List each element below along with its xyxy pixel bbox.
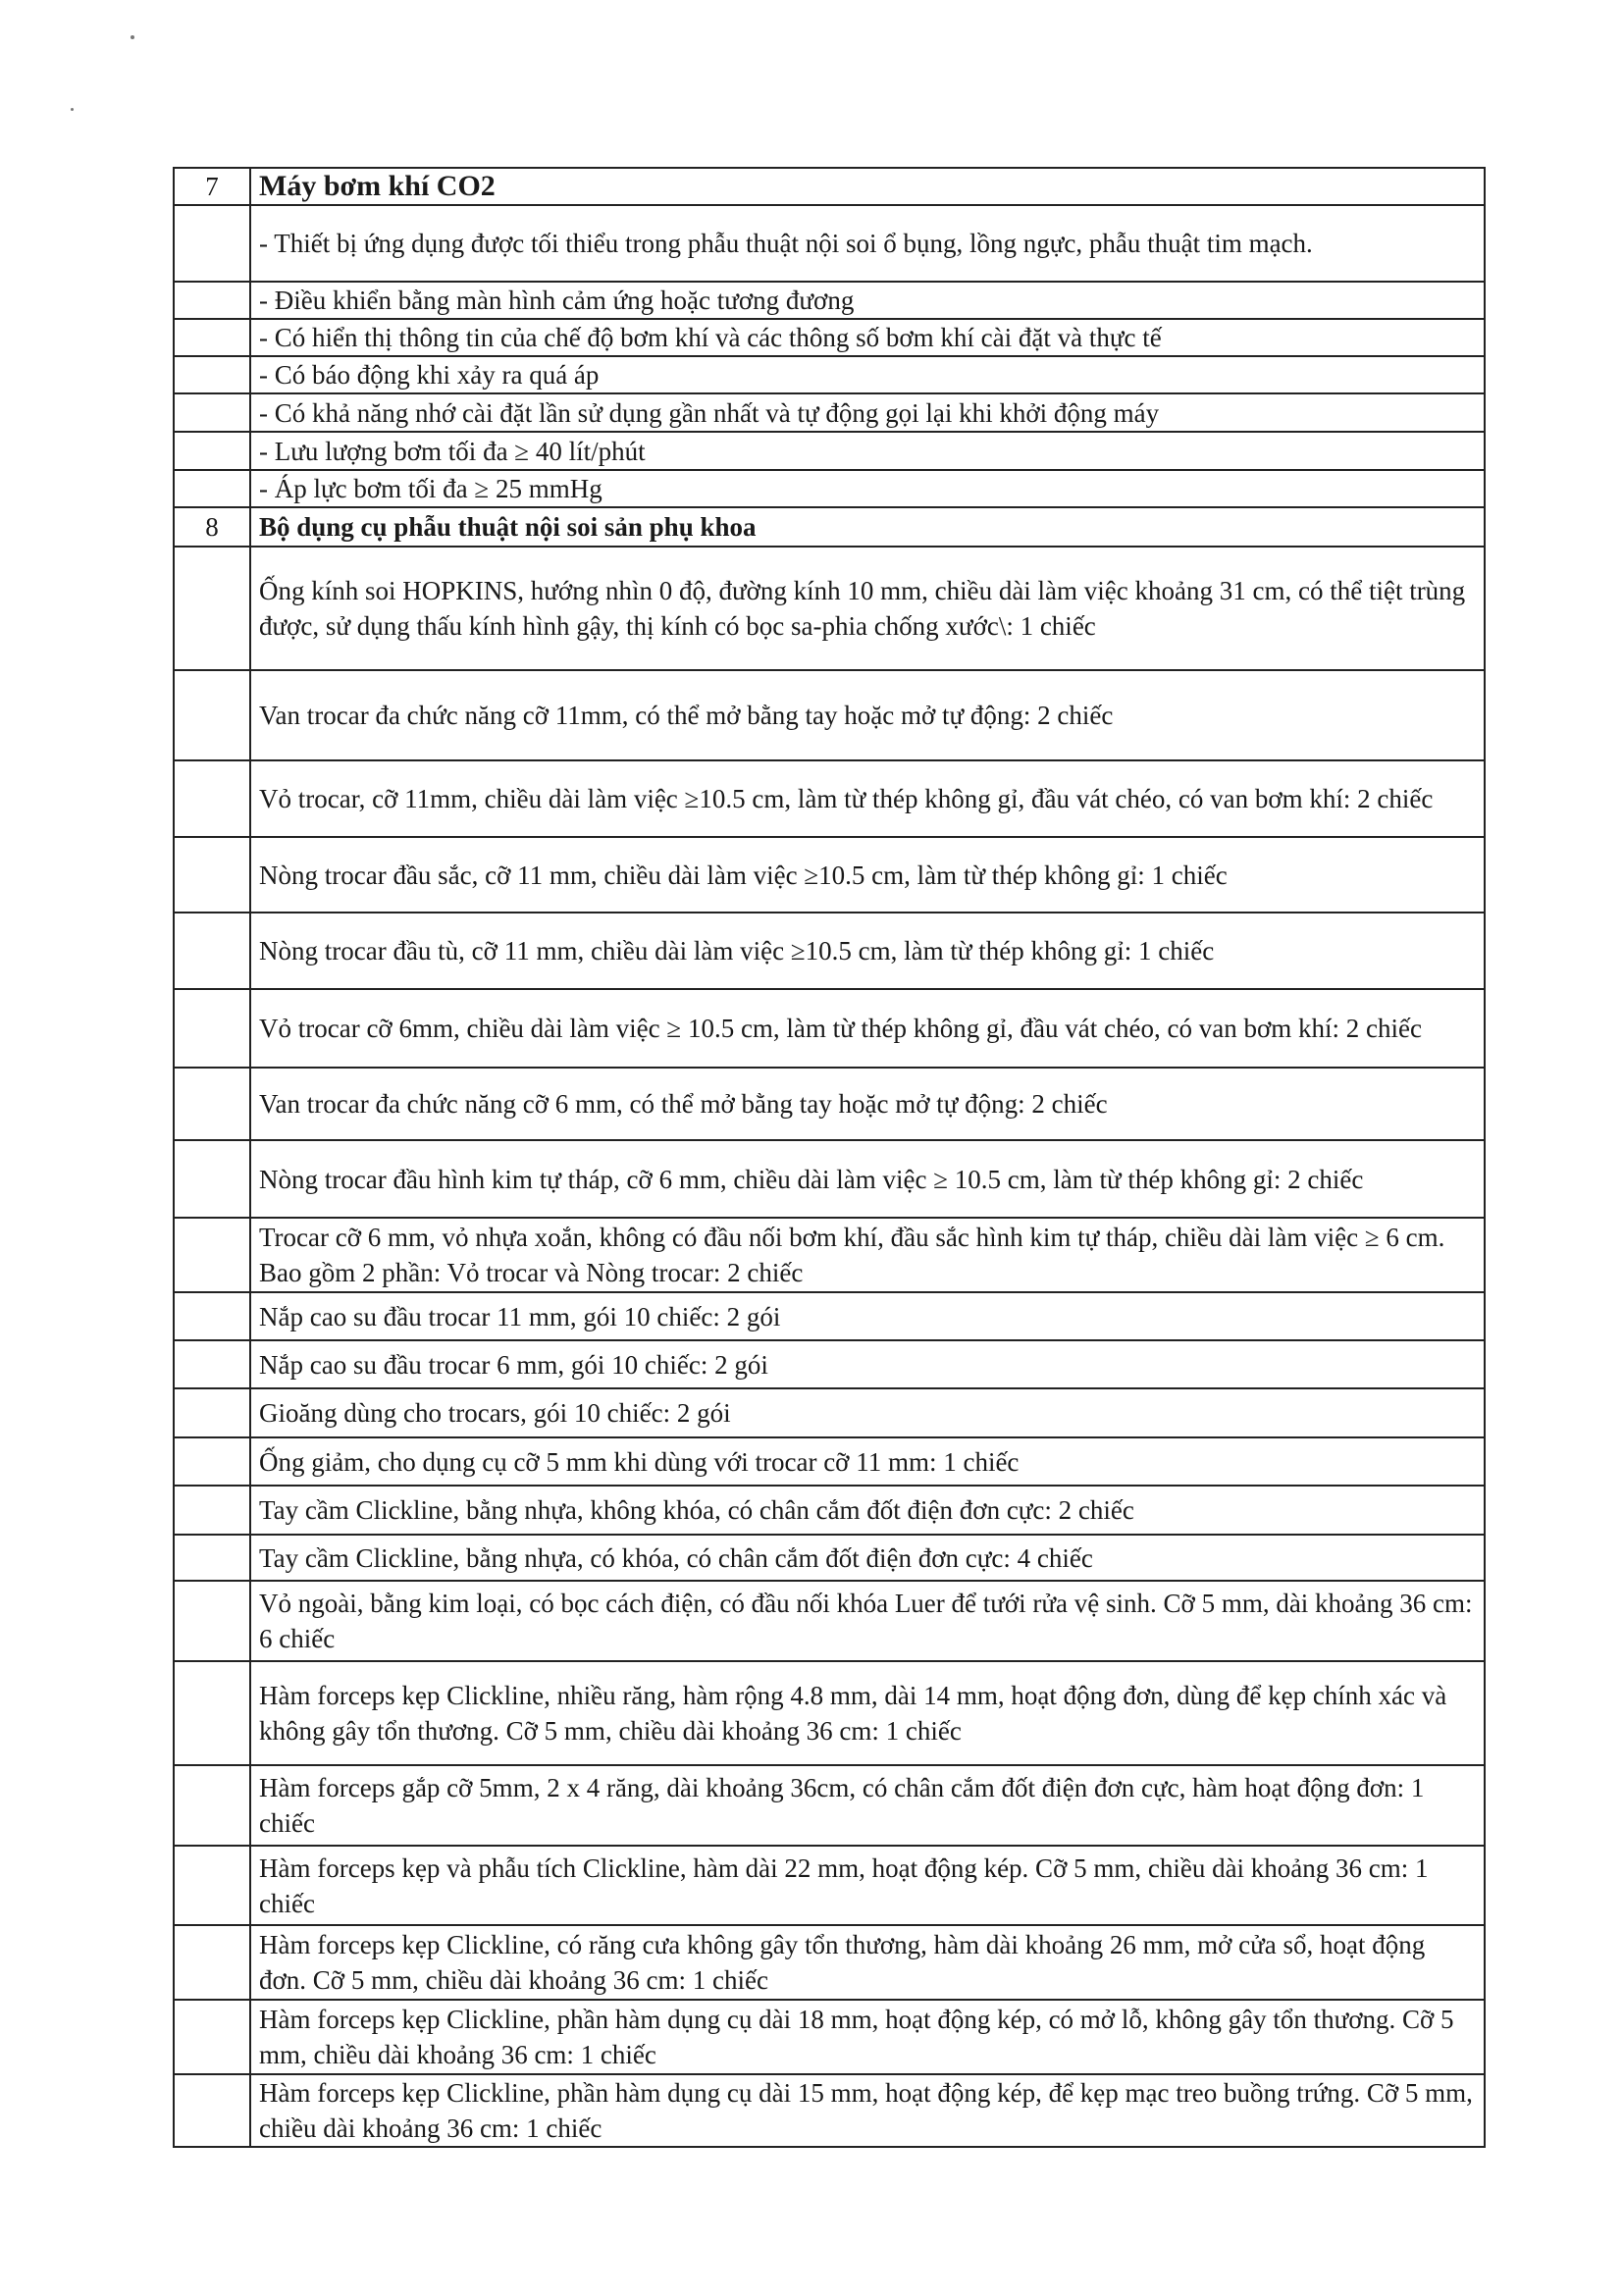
number-cell <box>174 1068 250 1140</box>
spec-row <box>174 1661 1485 1765</box>
number-cell <box>174 1535 250 1581</box>
spec-row <box>174 1388 1485 1437</box>
spec-row <box>174 670 1485 760</box>
number-cell <box>174 2000 250 2074</box>
number-cell <box>174 205 250 282</box>
number-cell <box>174 1292 250 1340</box>
spec-item: Ống kính soi HOPKINS, hướng nhìn 0 độ, đường kính 10 mm, chiều dài làm việc khoảng 31 cm, có thể tiệt trùng được, sử dụng thấu kính hình gậy, thị kính có bọc sa-phia chống xước\: 1 chiếc <box>250 547 1485 670</box>
spec-item: - Lưu lượng bơm tối đa ≥ 40 lít/phút <box>250 432 1485 470</box>
number-cell <box>174 282 250 319</box>
section-header-row <box>174 168 1485 205</box>
spec-item: Vỏ trocar, cỡ 11mm, chiều dài làm việc ≥10.5 cm, làm từ thép không gỉ, đầu vát chéo, có van bơm khí: 2 chiếc <box>250 760 1485 837</box>
spec-item: - Áp lực bơm tối đa ≥ 25 mmHg <box>250 470 1485 507</box>
spec-item: Van trocar đa chức năng cỡ 6 mm, có thể mở bằng tay hoặc mở tự động: 2 chiếc <box>250 1068 1485 1140</box>
section-header-row <box>174 507 1485 547</box>
spec-item: Hàm forceps kẹp Clickline, nhiều răng, hàm rộng 4.8 mm, dài 14 mm, hoạt động đơn, dùng để kẹp chính xác và không gây tổn thương. Cỡ 5 mm, chiều dài khoảng 36 cm: 1 chiếc <box>250 1661 1485 1765</box>
scan-speck <box>131 35 134 39</box>
section-title: Bộ dụng cụ phẫu thuật nội soi sản phụ khoa <box>250 507 1485 547</box>
scan-speck <box>71 108 74 111</box>
spec-row <box>174 1218 1485 1292</box>
spec-row <box>174 1068 1485 1140</box>
number-cell <box>174 1437 250 1486</box>
number-cell <box>174 1218 250 1292</box>
spec-item: Tay cầm Clickline, bằng nhựa, có khóa, có chân cắm đốt điện đơn cực: 4 chiếc <box>250 1535 1485 1581</box>
spec-row <box>174 319 1485 356</box>
equipment-spec-table <box>173 167 1486 2148</box>
spec-row <box>174 1437 1485 1486</box>
spec-item: Nòng trocar đầu sắc, cỡ 11 mm, chiều dài làm việc ≥10.5 cm, làm từ thép không gỉ: 1 chiếc <box>250 837 1485 913</box>
section-number: 7 <box>174 168 250 205</box>
spec-row <box>174 470 1485 507</box>
number-cell <box>174 1140 250 1218</box>
spec-item: Gioăng dùng cho trocars, gói 10 chiếc: 2 gói <box>250 1388 1485 1437</box>
spec-item: Hàm forceps kẹp Clickline, phần hàm dụng cụ dài 18 mm, hoạt động kép, có mở lỗ, không gây tổn thương. Cỡ 5 mm, chiều dài khoảng 36 cm: 1 chiếc <box>250 2000 1485 2074</box>
number-cell <box>174 393 250 432</box>
number-cell <box>174 1925 250 2000</box>
spec-row <box>174 432 1485 470</box>
spec-item: Nòng trocar đầu tù, cỡ 11 mm, chiều dài làm việc ≥10.5 cm, làm từ thép không gỉ: 1 chiếc <box>250 913 1485 989</box>
number-cell <box>174 1661 250 1765</box>
spec-row <box>174 1581 1485 1661</box>
number-cell <box>174 760 250 837</box>
section-title: Máy bơm khí CO2 <box>250 168 1485 205</box>
spec-item: Vỏ ngoài, bằng kim loại, có bọc cách điện, có đầu nối khóa Luer để tưới rửa vệ sinh. Cỡ 5 mm, dài khoảng 36 cm: 6 chiếc <box>250 1581 1485 1661</box>
spec-row <box>174 1340 1485 1388</box>
number-cell <box>174 547 250 670</box>
spec-row <box>174 1140 1485 1218</box>
spec-row <box>174 2074 1485 2147</box>
spec-item: Hàm forceps gắp cỡ 5mm, 2 x 4 răng, dài khoảng 36cm, có chân cắm đốt điện đơn cực, hàm hoạt động đơn: 1 chiếc <box>250 1765 1485 1846</box>
spec-item: - Có báo động khi xảy ra quá áp <box>250 356 1485 393</box>
number-cell <box>174 2074 250 2147</box>
number-cell <box>174 1846 250 1925</box>
number-cell <box>174 989 250 1068</box>
spec-item: - Có khả năng nhớ cài đặt lần sử dụng gần nhất và tự động gọi lại khi khởi động máy <box>250 393 1485 432</box>
spec-row <box>174 1486 1485 1535</box>
spec-item: Nòng trocar đầu hình kim tự tháp, cỡ 6 mm, chiều dài làm việc ≥ 10.5 cm, làm từ thép không gỉ: 2 chiếc <box>250 1140 1485 1218</box>
number-cell <box>174 470 250 507</box>
number-cell <box>174 1340 250 1388</box>
spec-item: Tay cầm Clickline, bằng nhựa, không khóa, có chân cắm đốt điện đơn cực: 2 chiếc <box>250 1486 1485 1535</box>
spec-row <box>174 393 1485 432</box>
spec-item: Trocar cỡ 6 mm, vỏ nhựa xoắn, không có đầu nối bơm khí, đầu sắc hình kim tự tháp, chiều dài làm việc ≥ 6 cm. Bao gồm 2 phần: Vỏ trocar và Nòng trocar: 2 chiếc <box>250 1218 1485 1292</box>
spec-item: Nắp cao su đầu trocar 6 mm, gói 10 chiếc: 2 gói <box>250 1340 1485 1388</box>
spec-item: Hàm forceps kẹp và phẫu tích Clickline, hàm dài 22 mm, hoạt động kép. Cỡ 5 mm, chiều dài khoảng 36 cm: 1 chiếc <box>250 1846 1485 1925</box>
spec-item: Nắp cao su đầu trocar 11 mm, gói 10 chiếc: 2 gói <box>250 1292 1485 1340</box>
spec-row <box>174 989 1485 1068</box>
section-number: 8 <box>174 507 250 547</box>
number-cell <box>174 319 250 356</box>
number-cell <box>174 356 250 393</box>
number-cell <box>174 670 250 760</box>
number-cell <box>174 1765 250 1846</box>
spec-row <box>174 1765 1485 1846</box>
spec-item: - Thiết bị ứng dụng được tối thiểu trong phẫu thuật nội soi ổ bụng, lồng ngực, phẫu thuật tim mạch. <box>250 205 1485 282</box>
spec-row <box>174 205 1485 282</box>
spec-row <box>174 282 1485 319</box>
spec-row <box>174 837 1485 913</box>
spec-row <box>174 1846 1485 1925</box>
spec-row <box>174 760 1485 837</box>
number-cell <box>174 1388 250 1437</box>
number-cell <box>174 432 250 470</box>
number-cell <box>174 1581 250 1661</box>
number-cell <box>174 1486 250 1535</box>
number-cell <box>174 837 250 913</box>
spec-item: Ống giảm, cho dụng cụ cỡ 5 mm khi dùng với trocar cỡ 11 mm: 1 chiếc <box>250 1437 1485 1486</box>
spec-item: - Điều khiển bằng màn hình cảm ứng hoặc tương đương <box>250 282 1485 319</box>
number-cell <box>174 913 250 989</box>
spec-item: Hàm forceps kẹp Clickline, có răng cưa không gây tổn thương, hàm dài khoảng 26 mm, mở cửa sổ, hoạt động đơn. Cỡ 5 mm, chiều dài khoảng 36 cm: 1 chiếc <box>250 1925 1485 2000</box>
spec-item: Vỏ trocar cỡ 6mm, chiều dài làm việc ≥ 10.5 cm, làm từ thép không gỉ, đầu vát chéo, có van bơm khí: 2 chiếc <box>250 989 1485 1068</box>
spec-row <box>174 913 1485 989</box>
spec-row <box>174 356 1485 393</box>
spec-item: - Có hiển thị thông tin của chế độ bơm khí và các thông số bơm khí cài đặt và thực tế <box>250 319 1485 356</box>
spec-row <box>174 1925 1485 2000</box>
spec-row <box>174 547 1485 670</box>
spec-item: Van trocar đa chức năng cỡ 11mm, có thể mở bằng tay hoặc mở tự động: 2 chiếc <box>250 670 1485 760</box>
spec-item: Hàm forceps kẹp Clickline, phần hàm dụng cụ dài 15 mm, hoạt động kép, để kẹp mạc treo buồng trứng. Cỡ 5 mm, chiều dài khoảng 36 cm: 1 chiếc <box>250 2074 1485 2147</box>
spec-row <box>174 1292 1485 1340</box>
spec-row <box>174 1535 1485 1581</box>
spec-row <box>174 2000 1485 2074</box>
